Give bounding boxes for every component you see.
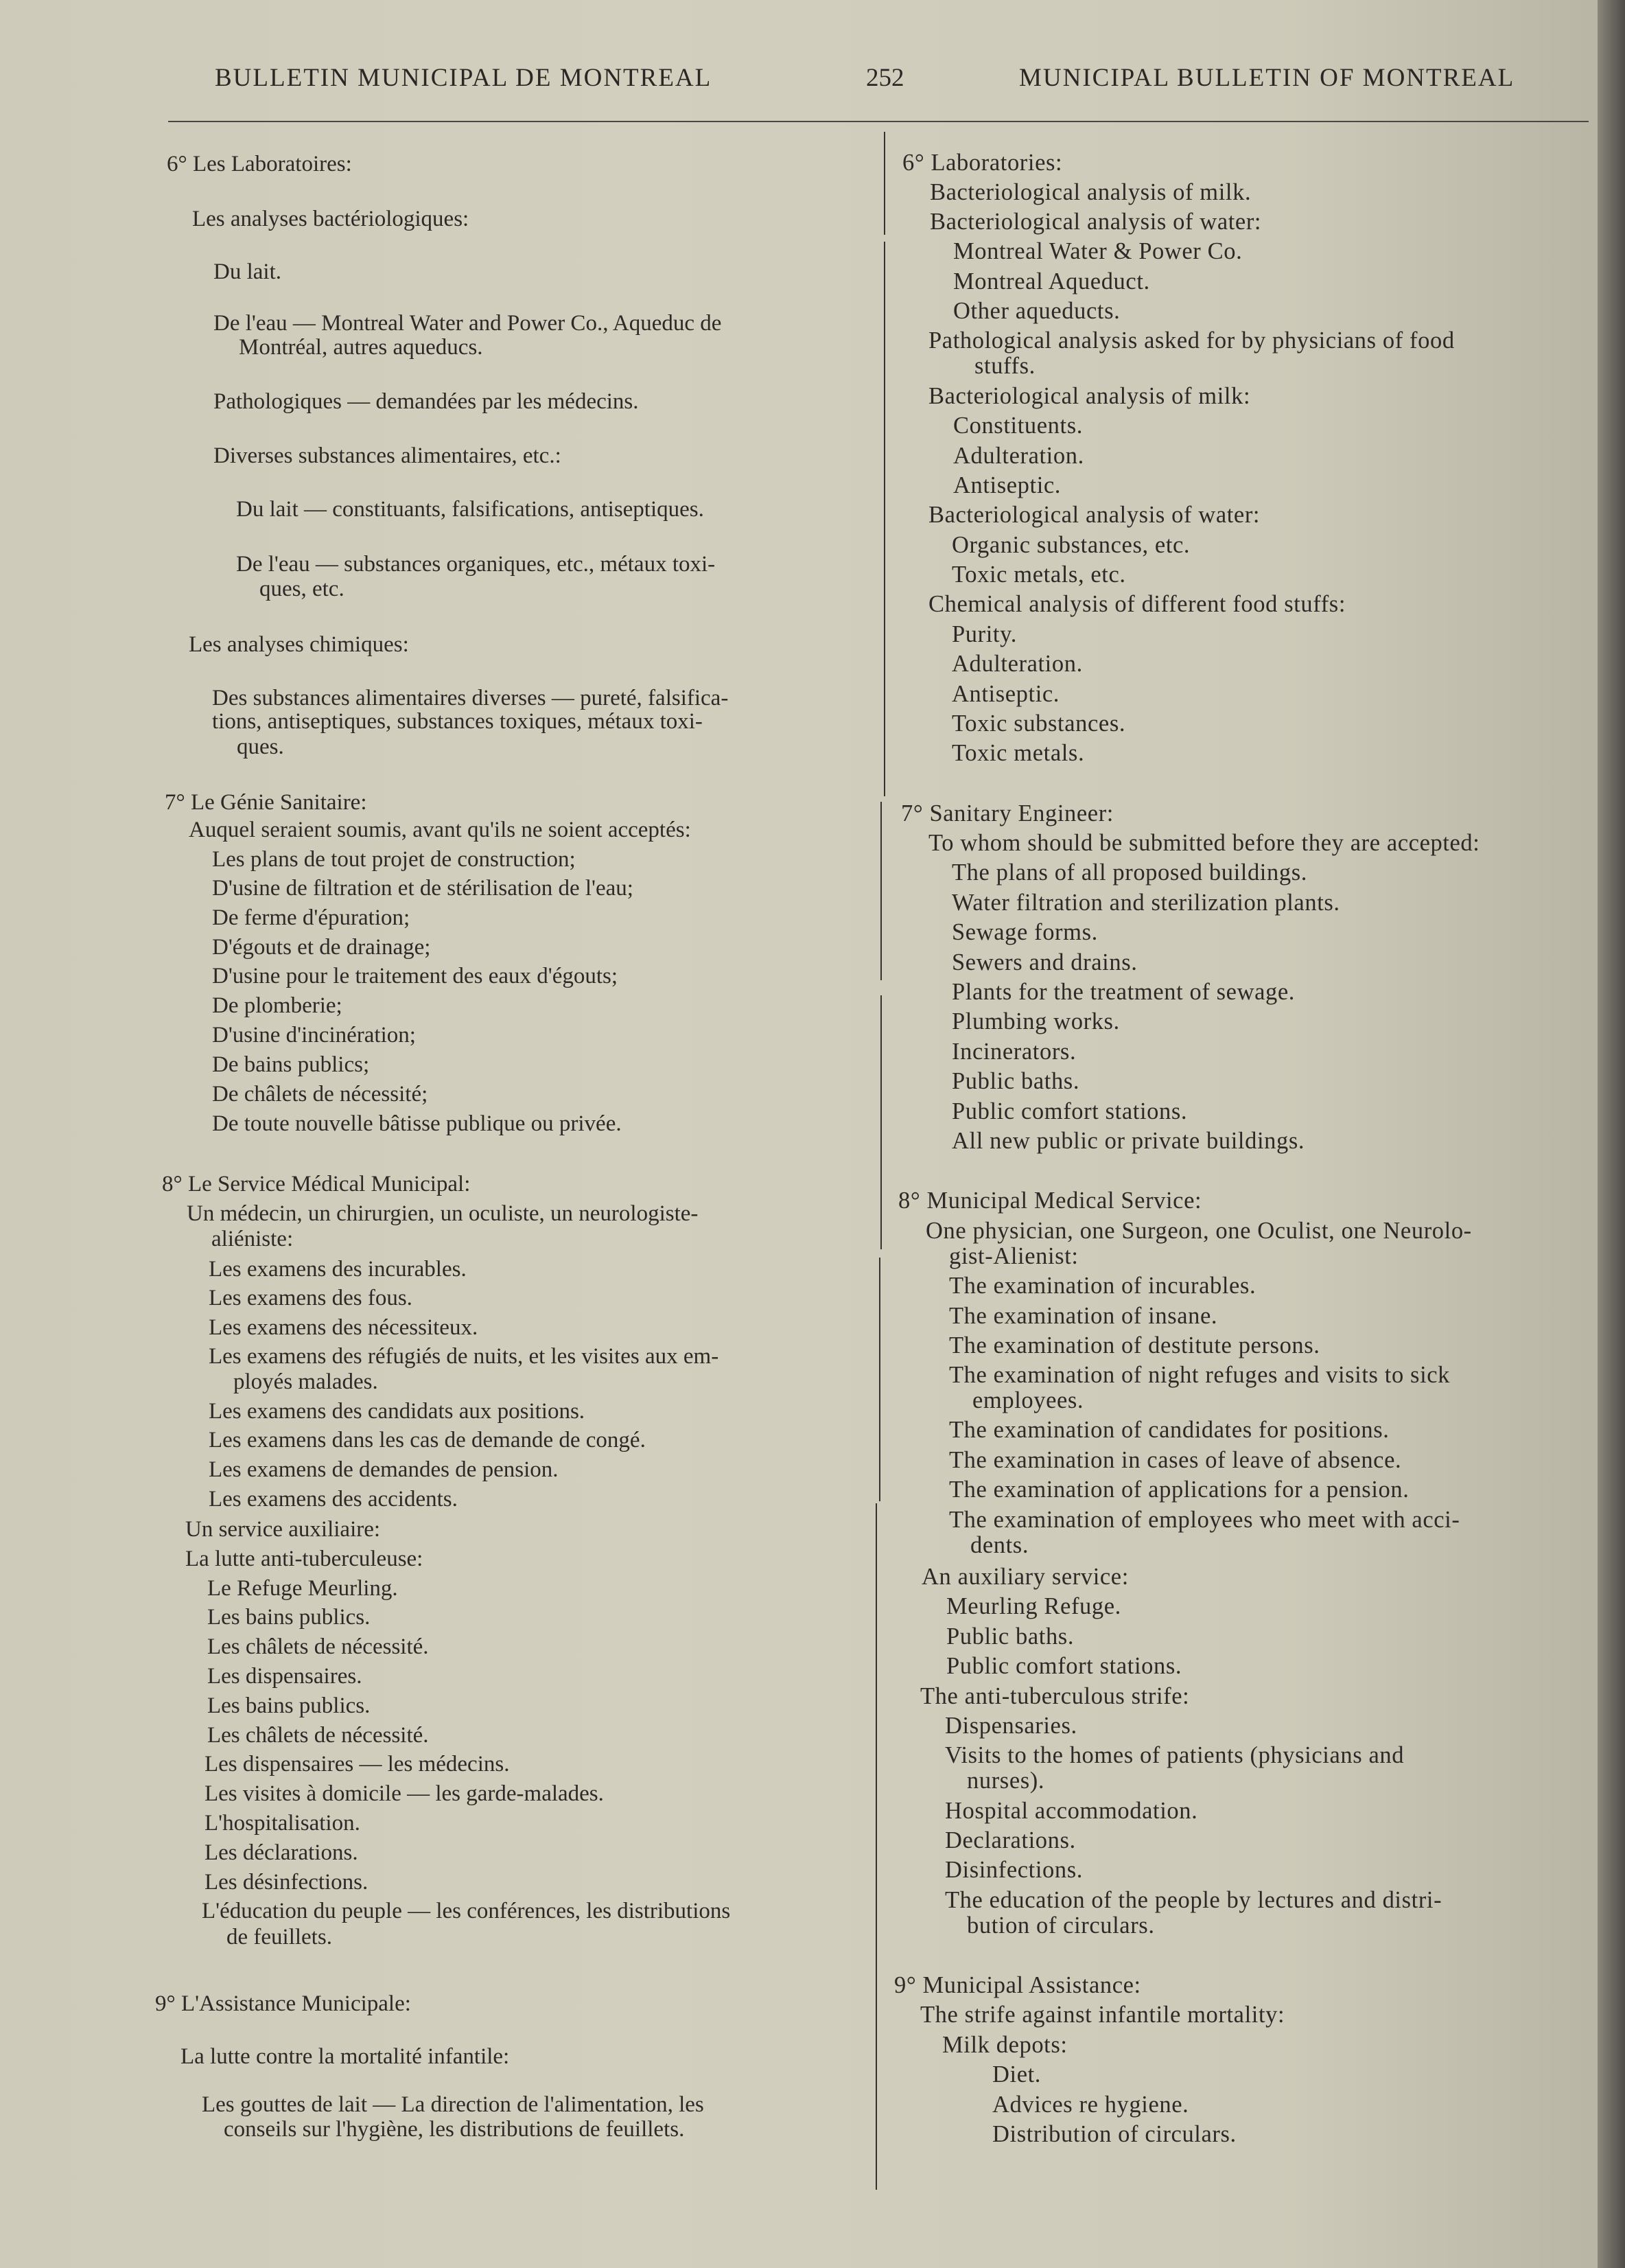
english-line-7: Pathological analysis asked for by physicians of food: [928, 327, 1455, 354]
english-line-56: Declarations.: [945, 1827, 1076, 1853]
book-edge: [1598, 0, 1625, 2268]
column-divider: [884, 132, 885, 235]
english-line-19: Antiseptic.: [952, 681, 1060, 707]
french-line-57: conseils sur l'hygiène, les distributions de feuillets.: [224, 2117, 685, 2142]
english-line-47: An auxiliary service:: [922, 1564, 1129, 1590]
column-divider: [880, 802, 882, 980]
english-line-65: Distribution of circulars.: [992, 2121, 1237, 2147]
english-line-60: 9° Municipal Assistance:: [894, 1972, 1141, 1998]
english-line-10: Constituents.: [953, 413, 1083, 439]
english-line-34: 8° Municipal Medical Service:: [898, 1188, 1202, 1214]
column-divider: [880, 995, 882, 1249]
french-line-31: Les examens des fous.: [209, 1286, 412, 1310]
french-line-10: ques, etc.: [259, 577, 344, 601]
english-line-14: Organic substances, etc.: [952, 532, 1191, 558]
french-line-56: Les gouttes de lait — La direction de l'alimentation, les: [202, 2092, 704, 2117]
french-line-53: de feuillets.: [226, 1925, 332, 1949]
french-line-47: Les dispensaires — les médecins.: [204, 1752, 510, 1777]
column-divider: [884, 242, 885, 796]
english-line-1: 6° Laboratories:: [902, 150, 1063, 176]
french-line-15: 7° Le Génie Sanitaire:: [165, 790, 367, 815]
french-line-14: ques.: [237, 734, 284, 759]
english-line-45: The examination of employees who meet with acci-: [949, 1507, 1460, 1533]
french-line-54: 9° L'Assistance Municipale:: [155, 1991, 411, 2016]
english-line-16: Chemical analysis of different food stuffs:: [928, 591, 1346, 617]
english-line-50: Public comfort stations.: [946, 1653, 1182, 1679]
english-line-62: Milk depots:: [942, 2032, 1068, 2058]
french-line-30: Les examens des incurables.: [209, 1257, 467, 1282]
french-line-51: Les désinfections.: [204, 1870, 369, 1895]
english-line-11: Adulteration.: [953, 443, 1084, 469]
english-line-25: Water filtration and sterilization plants.: [952, 890, 1340, 916]
french-line-4: De l'eau — Montreal Water and Power Co., Aqueduc de: [213, 311, 722, 336]
english-line-18: Adulteration.: [952, 651, 1083, 677]
french-line-19: De ferme d'épuration;: [212, 905, 410, 930]
french-line-1: 6° Les Laboratoires:: [167, 152, 352, 176]
english-line-32: Public comfort stations.: [952, 1098, 1188, 1124]
french-line-40: La lutte anti-tuberculeuse:: [185, 1547, 423, 1571]
french-line-22: De plomberie;: [212, 993, 342, 1018]
french-line-29: aliéniste:: [211, 1227, 294, 1251]
french-line-43: Les châlets de nécessité.: [207, 1634, 429, 1659]
french-line-13: tions, antiseptiques, substances toxiques, métaux toxi-: [212, 709, 703, 734]
french-line-46: Les châlets de nécessité.: [207, 1723, 429, 1748]
english-line-21: Toxic metals.: [952, 740, 1085, 766]
english-line-39: The examination of destitute persons.: [949, 1332, 1320, 1358]
column-divider: [876, 1503, 877, 2190]
english-line-15: Toxic metals, etc.: [952, 562, 1126, 588]
french-line-45: Les bains publics.: [207, 1693, 371, 1718]
english-line-20: Toxic substances.: [952, 710, 1126, 737]
english-line-27: Sewers and drains.: [952, 949, 1138, 975]
french-line-25: De châlets de nécessité;: [212, 1082, 428, 1107]
english-line-54: nurses).: [967, 1768, 1045, 1794]
header-rule: [168, 121, 1589, 122]
english-line-17: Purity.: [952, 621, 1017, 647]
french-line-32: Les examens des nécessiteux.: [209, 1315, 478, 1340]
english-line-48: Meurling Refuge.: [946, 1593, 1121, 1619]
english-line-8: stuffs.: [974, 353, 1036, 379]
column-divider: [879, 1258, 880, 1501]
french-line-55: La lutte contre la mortalité infantile:: [180, 2044, 510, 2069]
english-line-57: Disinfections.: [945, 1857, 1083, 1883]
english-line-28: Plants for the treatment of sewage.: [952, 979, 1296, 1005]
english-line-49: Public baths.: [946, 1623, 1075, 1650]
english-line-38: The examination of insane.: [949, 1303, 1218, 1329]
english-line-44: The examination of applications for a pension.: [949, 1477, 1410, 1503]
english-line-4: Montreal Water & Power Co.: [953, 238, 1243, 264]
english-line-52: Dispensaries.: [945, 1713, 1077, 1739]
french-line-12: Des substances alimentaires diverses — pureté, falsifica-: [212, 686, 729, 710]
english-line-64: Advices re hygiene.: [992, 2092, 1189, 2118]
english-line-9: Bacteriological analysis of milk:: [928, 383, 1251, 409]
english-line-5: Montreal Aqueduct.: [953, 268, 1150, 294]
french-line-7: Diverses substances alimentaires, etc.:: [213, 443, 561, 468]
french-line-21: D'usine pour le traitement des eaux d'égouts;: [212, 964, 618, 988]
english-line-37: The examination of incurables.: [949, 1273, 1256, 1299]
header-left-title: BULLETIN MUNICIPAL DE MONTREAL: [215, 64, 712, 92]
english-line-55: Hospital accommodation.: [945, 1798, 1198, 1824]
french-line-26: De toute nouvelle bâtisse publique ou privée.: [212, 1111, 622, 1136]
english-line-35: One physician, one Surgeon, one Oculist, one Neurolo-: [926, 1218, 1472, 1244]
french-line-42: Les bains publics.: [207, 1605, 371, 1630]
english-line-30: Incinerators.: [952, 1039, 1077, 1065]
french-line-18: D'usine de filtration et de stérilisation de l'eau;: [212, 876, 633, 901]
french-line-5: Montréal, autres aqueducs.: [239, 335, 483, 360]
english-line-13: Bacteriological analysis of water:: [928, 502, 1261, 528]
english-line-61: The strife against infantile mortality:: [920, 2002, 1285, 2028]
french-line-8: Du lait — constituants, falsifications, antiseptiques.: [236, 497, 704, 522]
french-line-35: Les examens des candidats aux positions.: [209, 1399, 585, 1424]
french-line-6: Pathologiques — demandées par les médecins.: [213, 389, 639, 414]
french-line-39: Un service auxiliaire:: [185, 1517, 381, 1542]
english-line-22: 7° Sanitary Engineer:: [901, 800, 1114, 826]
english-line-43: The examination in cases of leave of absence.: [949, 1447, 1402, 1473]
french-line-38: Les examens des accidents.: [209, 1487, 458, 1512]
english-line-42: The examination of candidates for positions.: [949, 1417, 1390, 1443]
french-line-9: De l'eau — substances organiques, etc., métaux toxi-: [236, 552, 716, 577]
french-line-34: ployés malades.: [233, 1369, 378, 1394]
french-line-49: L'hospitalisation.: [204, 1811, 360, 1836]
french-line-28: Un médecin, un chirurgien, un oculiste, un neurologiste-: [187, 1201, 699, 1226]
english-line-26: Sewage forms.: [952, 919, 1098, 945]
french-line-52: L'éducation du peuple — les conférences, les distributions: [202, 1899, 731, 1923]
english-line-53: Visits to the homes of patients (physicians and: [945, 1742, 1405, 1768]
french-line-27: 8° Le Service Médical Municipal:: [162, 1172, 471, 1196]
french-line-16: Auquel seraient soumis, avant qu'ils ne soient acceptés:: [189, 818, 691, 842]
english-line-36: gist-Alienist:: [949, 1243, 1079, 1269]
english-line-46: dents.: [970, 1532, 1029, 1558]
french-line-24: De bains publics;: [212, 1052, 370, 1077]
english-line-58: The education of the people by lectures and distri-: [945, 1887, 1442, 1913]
french-line-17: Les plans de tout projet de construction;: [212, 847, 576, 872]
french-line-44: Les dispensaires.: [207, 1664, 362, 1689]
french-line-11: Les analyses chimiques:: [189, 632, 409, 657]
english-line-40: The examination of night refuges and visits to sick: [949, 1362, 1451, 1388]
french-line-36: Les examens dans les cas de demande de congé.: [209, 1428, 646, 1453]
english-line-2: Bacteriological analysis of milk.: [930, 179, 1252, 205]
english-line-51: The anti-tuberculous strife:: [920, 1683, 1190, 1709]
english-line-12: Antiseptic.: [953, 472, 1062, 498]
english-line-31: Public baths.: [952, 1068, 1080, 1094]
header-right-title: MUNICIPAL BULLETIN OF MONTREAL: [1019, 64, 1515, 92]
english-line-33: All new public or private buildings.: [952, 1128, 1305, 1154]
english-line-3: Bacteriological analysis of water:: [930, 209, 1262, 235]
french-line-50: Les déclarations.: [204, 1840, 358, 1865]
english-line-24: The plans of all proposed buildings.: [952, 859, 1307, 886]
english-line-63: Diet.: [992, 2061, 1042, 2087]
french-line-41: Le Refuge Meurling.: [207, 1576, 398, 1601]
french-line-20: D'égouts et de drainage;: [212, 935, 431, 960]
english-line-6: Other aqueducts.: [953, 298, 1121, 324]
english-line-41: employees.: [972, 1387, 1084, 1413]
english-line-59: bution of circulars.: [967, 1912, 1155, 1939]
french-line-33: Les examens des réfugiés de nuits, et les visites aux em-: [209, 1344, 719, 1369]
french-line-48: Les visites à domicile — les garde-malades.: [204, 1781, 604, 1806]
french-line-37: Les examens de demandes de pension.: [209, 1457, 559, 1482]
french-line-23: D'usine d'incinération;: [212, 1023, 416, 1048]
french-line-2: Les analyses bactériologiques:: [192, 207, 469, 231]
page-number: 252: [866, 64, 904, 92]
english-line-23: To whom should be submitted before they are accepted:: [928, 830, 1480, 856]
english-line-29: Plumbing works.: [952, 1008, 1120, 1034]
french-line-3: Du lait.: [213, 259, 281, 284]
